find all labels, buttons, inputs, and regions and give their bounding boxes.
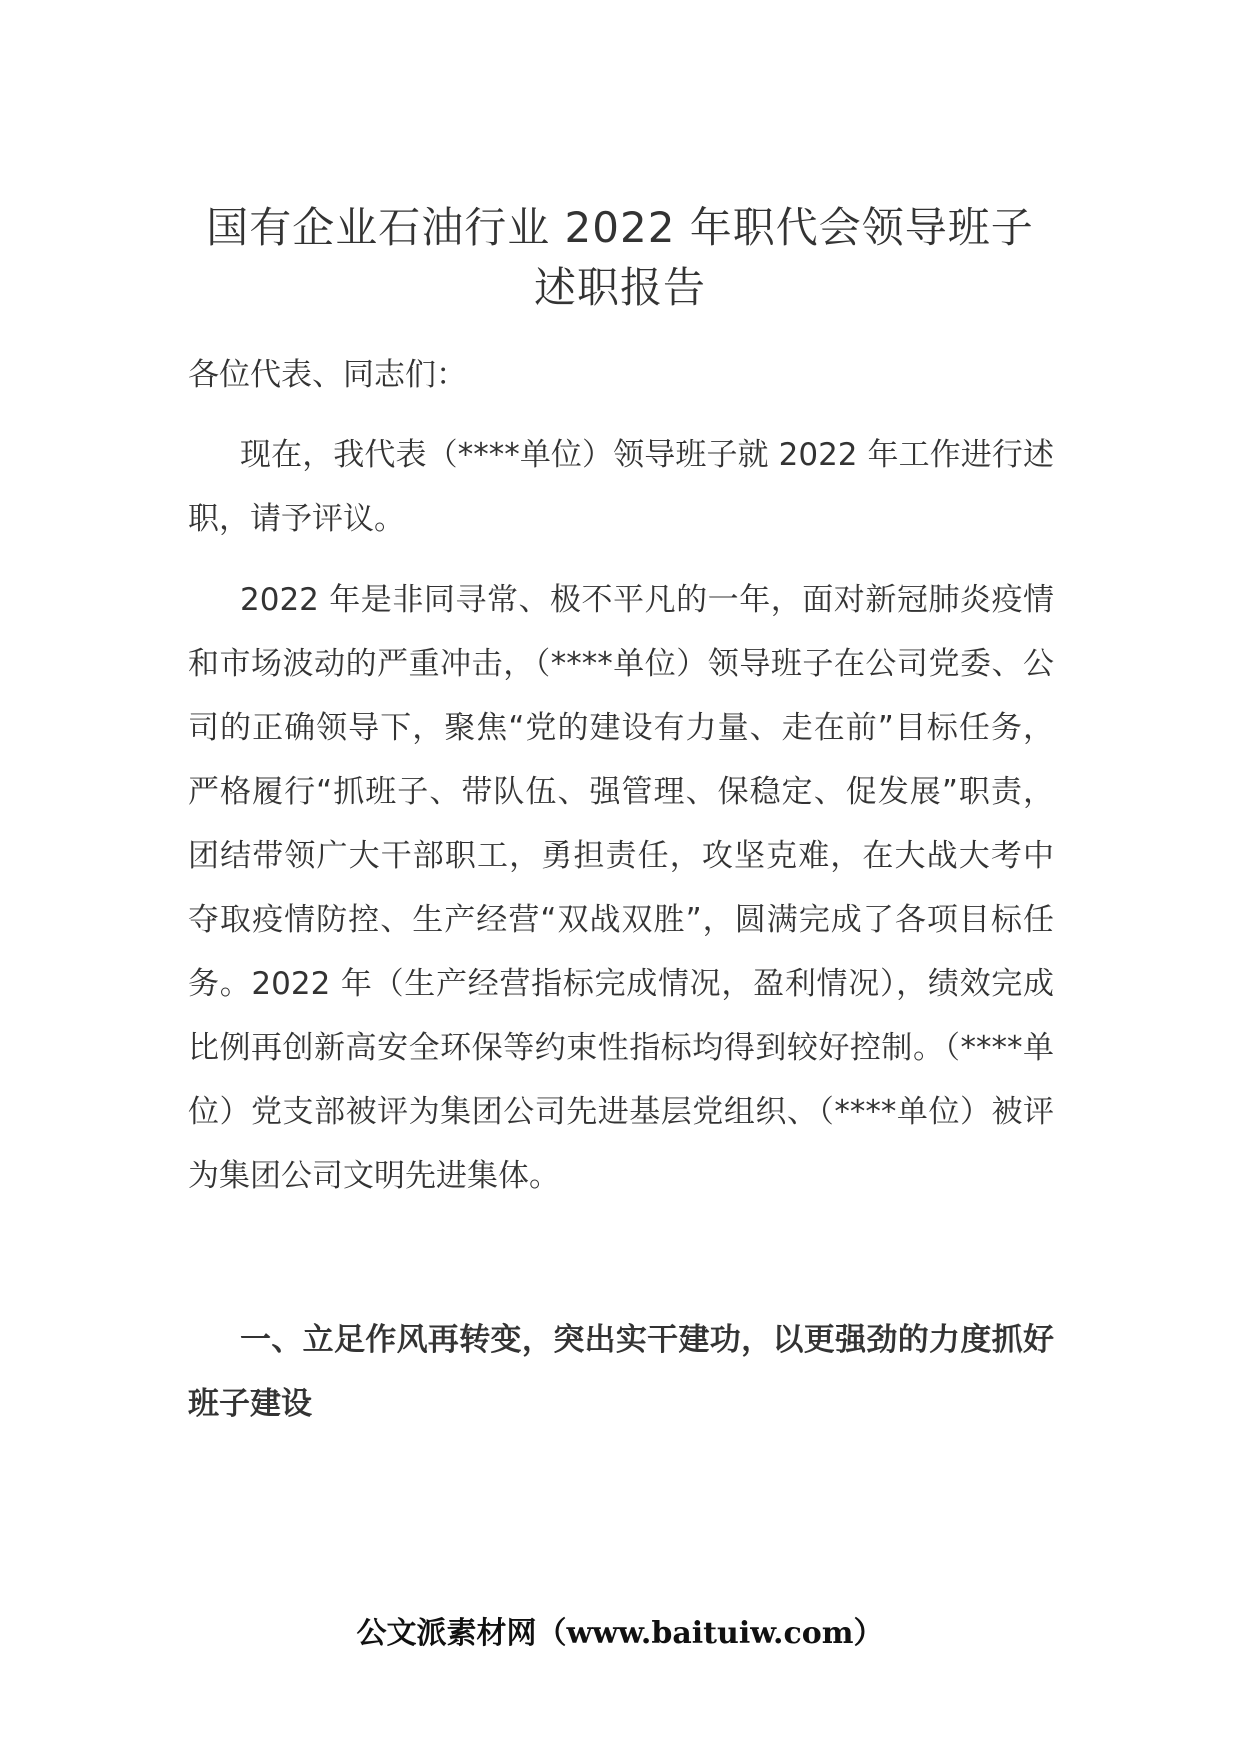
title-line-1: 国有企业石油行业 2022 年职代会领导班子: [206, 203, 1034, 252]
paragraph-intro: 现在，我代表（****单位）领导班子就 2022 年工作进行述职，请予评议。: [188, 437, 1054, 537]
salutation: 各位代表、同志们：: [188, 357, 467, 393]
section-heading-1: 一、立足作风再转变，突出实干建功，以更强劲的力度抓好班子建设: [188, 1322, 1054, 1422]
paragraph-summary: 2022 年是非同寻常、极不平凡的一年，面对新冠肺炎疫情和市场波动的严重冲击，（****单位）领导班子在公司党委、公司的正确领导下，聚焦“党的建设有力量、走在前”目标任务，严格履行“抓班子、带队伍、强管理、保稳定、促发展”职责，团结带领广大干部职工，勇担责任，攻坚克难，在大战大考中夺取疫情防控、生产经营“双战双胜”，圆满完成了各项目标任务。2022 年（生产经营指标完成情况，盈利情况），绩效完成比例再创新高安全环保等约束性指标均得到较好控制。（****单位）党支部被评为集团公司先进基层党组织、（****单位）被评为集团公司文明先进集体。: [188, 582, 1054, 1194]
title-line-2: 述职报告: [533, 263, 706, 312]
document-title: [180, 198, 1060, 318]
footer-watermark: 公文派素材网（www.baituiw.com）: [356, 1616, 884, 1651]
